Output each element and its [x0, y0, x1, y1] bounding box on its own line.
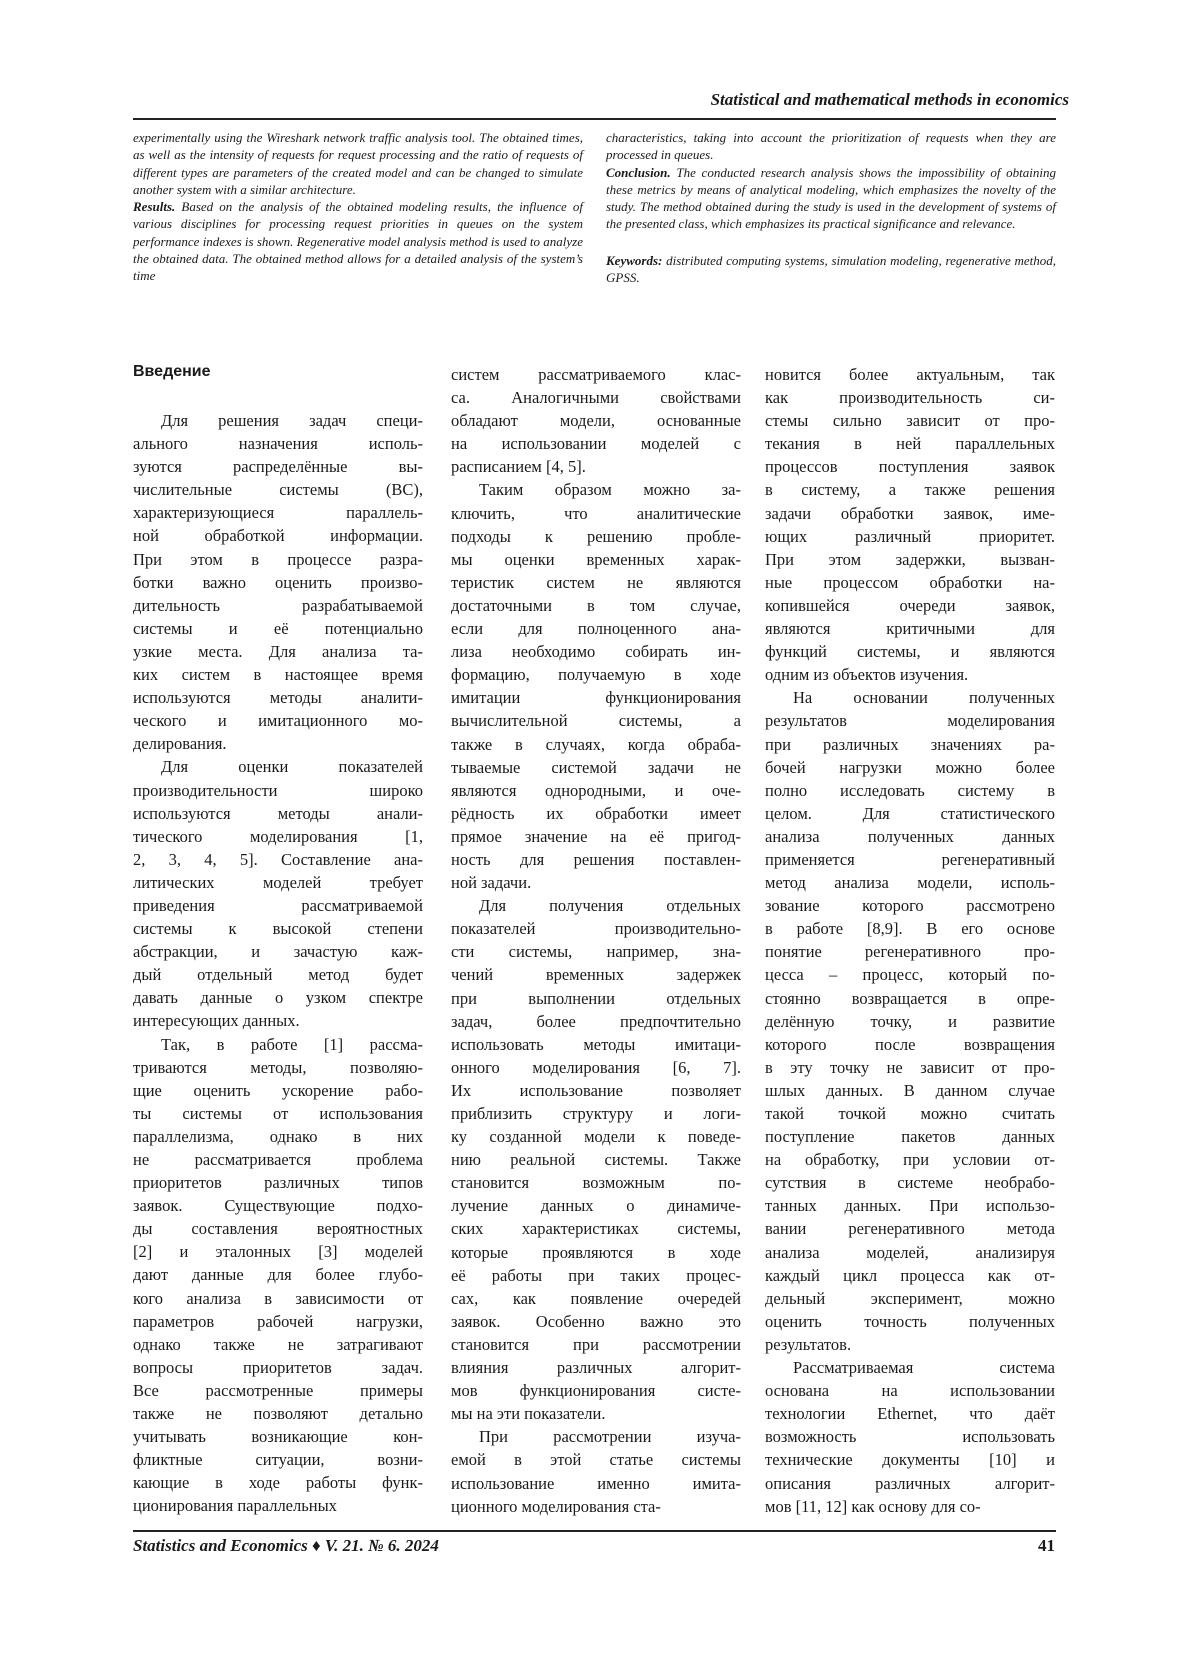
text-line: сутствия в системе необрабо- [765, 1173, 1055, 1193]
text-line: ских характеристиках системы, [451, 1219, 741, 1239]
text-line: дельный эксперимент, можно [765, 1288, 1055, 1308]
text-line: которые проявляются в ходе [451, 1242, 741, 1262]
text-line: бочей нагрузки можно более [765, 757, 1055, 777]
text-line: тываемые системой задачи не [451, 757, 741, 777]
text-line: использовать методы имитаци- [451, 1034, 741, 1054]
text-line: [2] и эталонных [3] моделей [133, 1242, 423, 1262]
text-line: Для оценки показателей [161, 757, 423, 777]
text-line: метод анализа модели, исполь- [765, 873, 1055, 893]
text-line: ботки важно оценить произво- [133, 572, 423, 592]
text-line: являются критичными для [765, 619, 1055, 639]
body-column-3 [765, 363, 1055, 1518]
text-line: ционного моделирования ста- [451, 1496, 661, 1516]
text-line: теристик систем не являются [451, 572, 741, 592]
text-line: При этом в процессе разра- [133, 549, 423, 569]
text-line: используются методы аналити- [133, 688, 423, 708]
text-line: ной обработкой информации. [133, 526, 423, 546]
body-column-1 [133, 409, 423, 1518]
text-line: не рассматривается проблема [133, 1150, 423, 1169]
section-heading: Введение [133, 363, 211, 380]
text-line: одним из объектов изучения. [765, 665, 969, 685]
text-line: в систему, а также решения [765, 480, 1055, 500]
text-line: понятие регенеративного про- [765, 942, 1055, 962]
results-label: Results. [133, 199, 176, 215]
text-line: ку созданной модели к поведе- [451, 1127, 741, 1147]
text-line: ких систем в настоящее время [133, 665, 423, 685]
text-line: задач, более предпочтительно [451, 1011, 741, 1031]
text-line: Для решения задач специ- [161, 411, 423, 430]
text-line: если для полноценного ана- [451, 619, 741, 639]
text-line: стоянно возвращается в опре- [765, 988, 1055, 1008]
text-line: задачи обработки заявок, име- [765, 503, 1055, 523]
text-line: использование именно имита- [451, 1473, 741, 1493]
text-line: при различных значениях ра- [765, 734, 1055, 754]
text-line: зуются распределённые вы- [133, 457, 423, 477]
text-line: системы и её потенциально [133, 618, 423, 638]
text-line: каждый цикл процесса как от- [765, 1265, 1055, 1285]
text-line: 2, 3, 4, 5]. Составление ана- [133, 849, 423, 869]
text-line: лучение данных о динамиче- [451, 1196, 741, 1216]
text-line: технологии Ethernet, что даёт [765, 1404, 1055, 1424]
text-line: анализа полученных данных [765, 826, 1055, 846]
text-line: характеризующиеся параллель- [133, 503, 423, 523]
text-line: вании регенеративного метода [765, 1219, 1055, 1239]
text-line: сти системы, например, зна- [451, 942, 741, 962]
text-line: системы к высокой степени [133, 919, 423, 939]
text-line: обладают модели, основанные [451, 411, 741, 431]
text-line: текания в ней параллельных [765, 434, 1055, 454]
text-line: становится возможным по- [451, 1173, 741, 1193]
text-line: На основании полученных [793, 688, 1055, 708]
text-line: приблизить структуру и логи- [451, 1104, 741, 1123]
text-line: шлых данных. В данном случае [765, 1080, 1055, 1100]
text-line: целом. Для статистического [765, 803, 1055, 823]
text-line: однако также не затрагивают [133, 1334, 423, 1354]
conclusion-label: Conclusion. [606, 164, 671, 180]
text-line: расписанием [4, 5]. [451, 457, 586, 477]
footer-rule [133, 1530, 1056, 1532]
text-line: ального назначения исполь- [133, 434, 423, 454]
text-line: процессов поступления заявок [765, 457, 1055, 477]
text-line: параметров рабочей нагрузки, [133, 1311, 423, 1331]
abstract-results-continued: characteristics, taking into account the prioritization of requests when they are processed in queues. [606, 130, 1056, 163]
text-line: щие оценить ускорение рабо- [133, 1080, 423, 1100]
text-line: показателей производительно- [451, 919, 741, 939]
text-line: лиза необходимо собирать ин- [451, 642, 741, 662]
text-line: чений временных задержек [451, 965, 741, 985]
text-line: тического моделирования [1, [133, 826, 423, 846]
text-line: мов [11, 12] как основу для со- [765, 1496, 981, 1516]
text-line: мы на эти показатели. [451, 1404, 606, 1424]
text-line: вопросы приоритетов задач. [133, 1357, 423, 1377]
text-line: также не позволяют детально [133, 1404, 423, 1424]
text-line: полно исследовать систему в [765, 780, 1055, 800]
text-line: достаточными в том случае, [451, 595, 741, 615]
text-line: давать данные о узком спектре [133, 988, 423, 1008]
text-line: литических моделей требует [133, 872, 423, 892]
text-line: приоритетов различных типов [133, 1173, 423, 1193]
text-line: нию реальной системы. Также [451, 1150, 741, 1170]
text-line: которого после возвращения [765, 1034, 1055, 1054]
text-line: систем рассматриваемого клас- [451, 365, 741, 384]
text-line: ты системы от использования [133, 1103, 423, 1123]
conclusion-text: The conducted research analysis shows the impossibility of obtaining these metrics by means of analytical modeling, which emphasizes the novelty of the study. The method obtained during the study is used in the development of systems of the presented class, which emphasizes its practical significance and relevance. [606, 164, 1056, 232]
text-line: ные процессом обработки на- [765, 572, 1055, 592]
abstract-methods-text: experimentally using the Wireshark network traffic analysis tool. The obtained times, as well as the intensity of requests for request processing and the ratio of requests of different types are parameters of the created model and can be changed to simulate another system with a similar architecture. [133, 130, 583, 197]
text-line: Рассматриваемая система [793, 1358, 1055, 1378]
text-line: мов функционирования систе- [451, 1381, 741, 1401]
text-line: числительные системы (ВС), [133, 480, 423, 500]
text-line: её работы при таких процес- [451, 1265, 741, 1285]
text-line: ключить, что аналитические [451, 503, 741, 523]
text-line: результатов моделирования [765, 711, 1055, 731]
text-line: новится более актуальным, так [765, 365, 1055, 384]
text-line: ческого и имитационного мо- [133, 711, 423, 731]
keywords-label: Keywords: [606, 252, 663, 268]
text-line: триваются методы, позволяю- [133, 1057, 423, 1077]
text-line: дый отдельный метод будет [133, 965, 423, 985]
text-line: танных данных. При использо- [765, 1196, 1055, 1216]
abstract-right-column [606, 129, 1056, 286]
text-line: Так, в работе [1] рассма- [161, 1034, 423, 1054]
text-line: делирования. [133, 734, 227, 754]
text-line: применяется регенеративный [765, 849, 1055, 869]
text-line: ды составления вероятностных [133, 1219, 423, 1239]
keywords-text: distributed computing systems, simulation modeling, regenerative method, GPSS. [606, 252, 1056, 286]
text-line: результатов. [765, 1334, 852, 1354]
journal-footer: Statistics and Economics ♦ V. 21. № 6. 2024 [133, 1536, 439, 1555]
text-line: заявок. Особенно важно это [451, 1311, 741, 1331]
text-line: рёдность их обработки имеет [451, 803, 741, 823]
text-line: также в случаях, когда обраба- [451, 734, 741, 754]
text-line: ной задачи. [451, 873, 532, 893]
text-line: кающие в ходе работы функ- [133, 1473, 423, 1493]
text-line: анализа моделей, анализируя [765, 1242, 1055, 1262]
text-line: поступление пакетов данных [765, 1127, 1055, 1147]
abstract-left-column [133, 129, 583, 286]
text-line: в работе [8,9]. В его основе [765, 919, 1055, 939]
text-line: интересующих данных. [133, 1011, 300, 1031]
text-line: абстракции, и зачастую каж- [133, 942, 423, 962]
text-line: емой в этой статье системы [451, 1450, 741, 1470]
running-header: Statistical and mathematical methods in economics [710, 90, 1069, 109]
text-line: технические документы [10] и [765, 1450, 1055, 1470]
text-line: в эту точку не зависит от про- [765, 1057, 1055, 1077]
text-line: прямое значение на её пригод- [451, 826, 741, 846]
text-line: параллелизма, однако в них [133, 1126, 423, 1146]
text-line: учитывать возникающие кон- [133, 1427, 423, 1447]
text-line: сах, как появление очередей [451, 1288, 741, 1308]
text-line: цесса – процесс, который по- [765, 965, 1055, 985]
text-line: кого анализа в зависимости от [133, 1288, 423, 1308]
text-line: дительность разрабатываемой [133, 595, 423, 615]
text-line: онного моделирования [6, 7]. [451, 1057, 741, 1077]
text-line: являются однородными, и оче- [451, 780, 741, 800]
text-line: становится при рассмотрении [451, 1334, 741, 1354]
text-line: копившейся очереди заявок, [765, 595, 1055, 615]
text-line: возможность использовать [765, 1427, 1055, 1447]
header-rule [133, 118, 1056, 120]
abstract-conclusion [606, 164, 1056, 233]
text-line: как производительность си- [765, 388, 1055, 408]
text-line: влияния различных алгорит- [451, 1358, 741, 1378]
page-number: 41 [1038, 1536, 1055, 1555]
abstract [133, 129, 1056, 286]
text-line: Для получения отдельных [479, 896, 741, 916]
text-line: на обработку, при условии от- [765, 1150, 1055, 1170]
text-line: ционирования параллельных [133, 1496, 337, 1516]
abstract-results [133, 198, 583, 284]
text-line: имитации функционирования [451, 688, 741, 708]
text-line: на использовании моделей с [451, 434, 741, 454]
text-line: ющих различный приоритет. [765, 526, 1055, 546]
text-line: При рассмотрении изуча- [479, 1427, 741, 1447]
text-line: стемы сильно зависит от про- [765, 411, 1055, 431]
text-line: фликтные ситуации, возни- [133, 1450, 423, 1470]
text-line: дают данные для более глубо- [133, 1265, 423, 1285]
text-line: оценить точность полученных [765, 1311, 1055, 1331]
text-line: при выполнении отдельных [451, 988, 741, 1008]
text-line: ность для решения поставлен- [451, 849, 741, 869]
text-line: При этом задержки, вызван- [765, 549, 1055, 569]
text-line: Таким образом можно за- [479, 480, 741, 500]
text-line: основана на использовании [765, 1381, 1055, 1401]
text-line: формацию, получаемую в ходе [451, 665, 741, 685]
text-line: подходы к решению пробле- [451, 526, 741, 546]
text-line: вычислительной системы, а [451, 711, 741, 731]
text-line: мы оценки временных харак- [451, 549, 741, 569]
text-line: заявок. Существующие подхо- [133, 1196, 423, 1216]
text-line: узкие места. Для анализа та- [133, 641, 423, 661]
text-line: Все рассмотренные примеры [133, 1380, 423, 1400]
body-column-2 [451, 363, 741, 1518]
abstract-keywords [606, 252, 1056, 287]
text-line: производительности широко [133, 780, 423, 800]
text-line: функций системы, и являются [765, 642, 1055, 662]
results-text: Based on the analysis of the obtained modeling results, the influence of various disciplines for processing request priorities in queues on the system performance indexes is shown. Regenerative model analysis method is used to analyze the obtained data. The obtained method allows for a detailed analysis of the system’s time [133, 199, 583, 284]
text-line: такой точкой можно считать [765, 1104, 1055, 1123]
text-line: описания различных алгорит- [765, 1473, 1055, 1493]
text-line: приведения рассматриваемой [133, 895, 423, 915]
text-line: са. Аналогичными свойствами [451, 388, 741, 408]
text-line: Их использование позволяет [451, 1080, 741, 1100]
text-line: зование которого рассмотрено [765, 896, 1055, 916]
text-line: делённую точку, и развитие [765, 1011, 1055, 1031]
text-line: используются методы анали- [133, 803, 423, 823]
